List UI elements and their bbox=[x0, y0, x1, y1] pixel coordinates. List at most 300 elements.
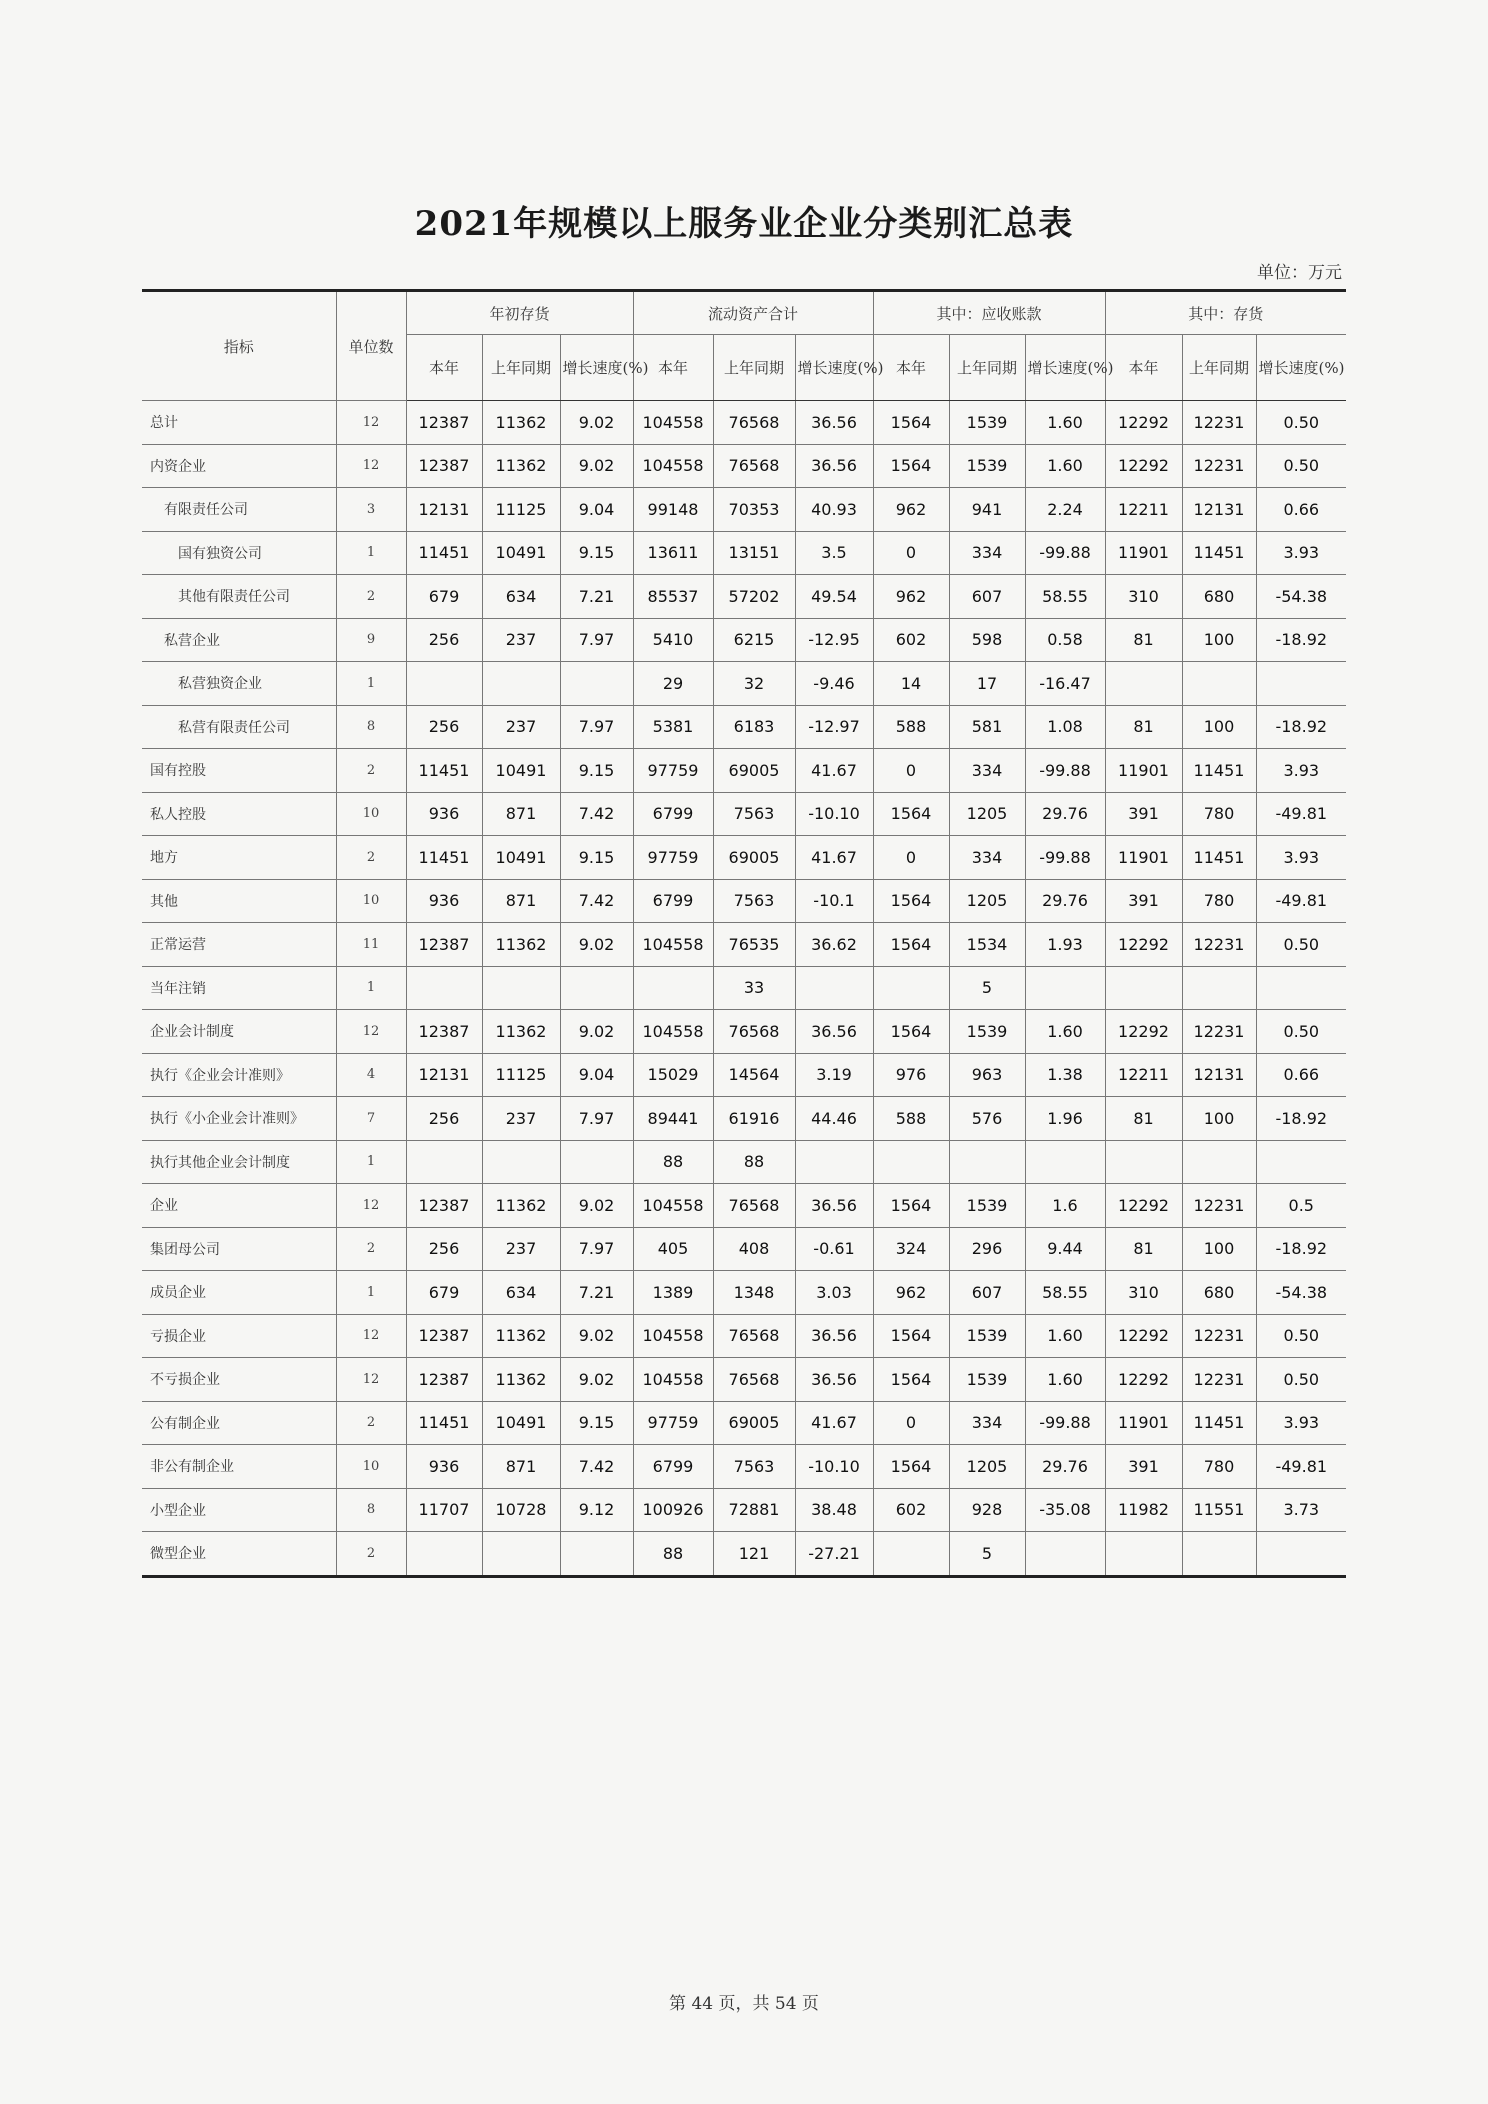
row-unit-count: 10 bbox=[336, 792, 406, 836]
row-value-cell bbox=[1105, 662, 1182, 706]
row-value-cell: 256 bbox=[406, 705, 482, 749]
row-value-cell: 29.76 bbox=[1025, 879, 1105, 923]
header-last-year: 上年同期 bbox=[713, 335, 795, 401]
row-value-cell: 12231 bbox=[1182, 1010, 1256, 1054]
row-value-cell: 7563 bbox=[713, 1445, 795, 1489]
row-value-cell: 12292 bbox=[1105, 1010, 1182, 1054]
row-unit-count: 10 bbox=[336, 879, 406, 923]
row-value-cell: -49.81 bbox=[1256, 792, 1346, 836]
row-value-cell: 12387 bbox=[406, 444, 482, 488]
row-value-cell: 49.54 bbox=[795, 575, 873, 619]
row-value-cell: 1539 bbox=[949, 1314, 1025, 1358]
row-value-cell: 104558 bbox=[633, 923, 713, 967]
row-indicator: 成员企业 bbox=[142, 1271, 336, 1315]
row-value-cell: 0.5 bbox=[1256, 1184, 1346, 1228]
row-value-cell: -99.88 bbox=[1025, 1401, 1105, 1445]
row-value-cell: -10.1 bbox=[795, 879, 873, 923]
row-value-cell: 324 bbox=[873, 1227, 949, 1271]
row-value-cell: -9.46 bbox=[795, 662, 873, 706]
row-value-cell: 58.55 bbox=[1025, 1271, 1105, 1315]
row-value-cell: 237 bbox=[482, 1227, 560, 1271]
row-value-cell: 5 bbox=[949, 1532, 1025, 1577]
row-value-cell: 334 bbox=[949, 531, 1025, 575]
row-value-cell: 36.56 bbox=[795, 1184, 873, 1228]
row-unit-count: 2 bbox=[336, 749, 406, 793]
row-value-cell: 11901 bbox=[1105, 749, 1182, 793]
row-value-cell: 81 bbox=[1105, 1097, 1182, 1141]
row-value-cell: 334 bbox=[949, 749, 1025, 793]
row-value-cell: 11451 bbox=[1182, 749, 1256, 793]
row-value-cell: 581 bbox=[949, 705, 1025, 749]
row-value-cell: 9.12 bbox=[560, 1488, 633, 1532]
row-value-cell: 38.48 bbox=[795, 1488, 873, 1532]
row-value-cell: 88 bbox=[633, 1532, 713, 1577]
row-value-cell: 29 bbox=[633, 662, 713, 706]
row-unit-count: 2 bbox=[336, 1401, 406, 1445]
table-row bbox=[142, 836, 1346, 880]
row-value-cell: 11362 bbox=[482, 1314, 560, 1358]
row-value-cell: 7.42 bbox=[560, 879, 633, 923]
header-growth: 增长速度(%) bbox=[1025, 335, 1105, 401]
row-value-cell: 1.08 bbox=[1025, 705, 1105, 749]
row-value-cell: 76568 bbox=[713, 1010, 795, 1054]
row-value-cell: 3.73 bbox=[1256, 1488, 1346, 1532]
row-value-cell: 76568 bbox=[713, 1314, 795, 1358]
row-value-cell: 1348 bbox=[713, 1271, 795, 1315]
row-indicator: 小型企业 bbox=[142, 1488, 336, 1532]
row-value-cell: 680 bbox=[1182, 1271, 1256, 1315]
header-this-year: 本年 bbox=[873, 335, 949, 401]
row-value-cell: 12387 bbox=[406, 1314, 482, 1358]
row-value-cell: 9.02 bbox=[560, 1314, 633, 1358]
row-value-cell: 9.04 bbox=[560, 488, 633, 532]
row-value-cell: 104558 bbox=[633, 401, 713, 445]
row-value-cell: 7.21 bbox=[560, 1271, 633, 1315]
row-value-cell: 1.60 bbox=[1025, 1314, 1105, 1358]
row-unit-count: 11 bbox=[336, 923, 406, 967]
row-value-cell bbox=[873, 1140, 949, 1184]
row-value-cell: 1.60 bbox=[1025, 1358, 1105, 1402]
row-value-cell: 61916 bbox=[713, 1097, 795, 1141]
row-value-cell: 89441 bbox=[633, 1097, 713, 1141]
row-value-cell bbox=[560, 1140, 633, 1184]
row-indicator: 微型企业 bbox=[142, 1532, 336, 1577]
row-value-cell: 0 bbox=[873, 531, 949, 575]
row-value-cell: 70353 bbox=[713, 488, 795, 532]
row-value-cell: 12387 bbox=[406, 923, 482, 967]
row-value-cell bbox=[406, 1140, 482, 1184]
row-value-cell: 3.93 bbox=[1256, 1401, 1346, 1445]
row-value-cell bbox=[482, 1532, 560, 1577]
row-value-cell bbox=[482, 1140, 560, 1184]
row-indicator: 正常运营 bbox=[142, 923, 336, 967]
row-value-cell: 0.50 bbox=[1256, 1358, 1346, 1402]
table-row bbox=[142, 575, 1346, 619]
table-row bbox=[142, 1401, 1346, 1445]
row-value-cell: 6799 bbox=[633, 879, 713, 923]
row-value-cell: 0.58 bbox=[1025, 618, 1105, 662]
row-value-cell: 69005 bbox=[713, 836, 795, 880]
row-value-cell: 10491 bbox=[482, 531, 560, 575]
row-value-cell: 11451 bbox=[1182, 531, 1256, 575]
row-indicator: 其他有限责任公司 bbox=[142, 575, 336, 619]
header-row-groups bbox=[142, 291, 1346, 335]
row-value-cell: 928 bbox=[949, 1488, 1025, 1532]
table-row bbox=[142, 1271, 1346, 1315]
row-value-cell: 9.02 bbox=[560, 923, 633, 967]
header-this-year: 本年 bbox=[406, 335, 482, 401]
row-value-cell: 6799 bbox=[633, 1445, 713, 1489]
row-value-cell bbox=[1025, 1532, 1105, 1577]
row-value-cell: -10.10 bbox=[795, 1445, 873, 1489]
row-value-cell: 29.76 bbox=[1025, 1445, 1105, 1489]
row-value-cell: 237 bbox=[482, 705, 560, 749]
row-value-cell: 69005 bbox=[713, 749, 795, 793]
row-value-cell: 0 bbox=[873, 1401, 949, 1445]
row-value-cell: 1564 bbox=[873, 792, 949, 836]
row-indicator: 亏损企业 bbox=[142, 1314, 336, 1358]
row-value-cell: 1564 bbox=[873, 1010, 949, 1054]
row-unit-count: 7 bbox=[336, 1097, 406, 1141]
row-indicator: 地方 bbox=[142, 836, 336, 880]
row-indicator: 其他 bbox=[142, 879, 336, 923]
row-unit-count: 1 bbox=[336, 1140, 406, 1184]
row-value-cell: 598 bbox=[949, 618, 1025, 662]
table-row bbox=[142, 1314, 1346, 1358]
row-value-cell bbox=[1105, 1532, 1182, 1577]
row-value-cell: 2.24 bbox=[1025, 488, 1105, 532]
row-value-cell: 12131 bbox=[406, 488, 482, 532]
row-value-cell bbox=[560, 662, 633, 706]
row-value-cell: 12231 bbox=[1182, 923, 1256, 967]
row-value-cell: 1.93 bbox=[1025, 923, 1105, 967]
row-value-cell: 7.97 bbox=[560, 1097, 633, 1141]
row-value-cell: 100 bbox=[1182, 1097, 1256, 1141]
row-unit-count: 12 bbox=[336, 1314, 406, 1358]
header-group-current-assets: 流动资产合计 bbox=[633, 291, 873, 335]
row-value-cell: 41.67 bbox=[795, 836, 873, 880]
row-value-cell: 7.42 bbox=[560, 792, 633, 836]
row-value-cell: 5410 bbox=[633, 618, 713, 662]
row-value-cell: 7.42 bbox=[560, 1445, 633, 1489]
row-unit-count: 12 bbox=[336, 444, 406, 488]
row-value-cell: 76568 bbox=[713, 1358, 795, 1402]
row-value-cell: 33 bbox=[713, 966, 795, 1010]
row-value-cell bbox=[560, 966, 633, 1010]
row-unit-count: 8 bbox=[336, 1488, 406, 1532]
row-value-cell: 602 bbox=[873, 618, 949, 662]
row-value-cell: 296 bbox=[949, 1227, 1025, 1271]
row-value-cell: 0.50 bbox=[1256, 444, 1346, 488]
row-indicator: 执行《小企业会计准则》 bbox=[142, 1097, 336, 1141]
row-value-cell: 0.50 bbox=[1256, 1010, 1346, 1054]
row-value-cell: 602 bbox=[873, 1488, 949, 1532]
row-value-cell: 41.67 bbox=[795, 1401, 873, 1445]
table-row bbox=[142, 618, 1346, 662]
row-value-cell: 680 bbox=[1182, 575, 1256, 619]
row-value-cell: -18.92 bbox=[1256, 1097, 1346, 1141]
row-value-cell: 871 bbox=[482, 879, 560, 923]
row-value-cell: 12387 bbox=[406, 1010, 482, 1054]
row-value-cell: 9.02 bbox=[560, 1010, 633, 1054]
row-value-cell: 100 bbox=[1182, 705, 1256, 749]
row-value-cell: -35.08 bbox=[1025, 1488, 1105, 1532]
table-row bbox=[142, 531, 1346, 575]
row-value-cell: 0.50 bbox=[1256, 401, 1346, 445]
row-value-cell: 7563 bbox=[713, 792, 795, 836]
row-value-cell: 11362 bbox=[482, 923, 560, 967]
row-value-cell: 11982 bbox=[1105, 1488, 1182, 1532]
row-unit-count: 12 bbox=[336, 1010, 406, 1054]
row-value-cell: 1564 bbox=[873, 923, 949, 967]
row-indicator: 企业会计制度 bbox=[142, 1010, 336, 1054]
row-value-cell: 13151 bbox=[713, 531, 795, 575]
row-value-cell: 1564 bbox=[873, 1184, 949, 1228]
row-value-cell bbox=[406, 966, 482, 1010]
row-value-cell bbox=[873, 1532, 949, 1577]
row-value-cell: 11451 bbox=[406, 836, 482, 880]
row-indicator: 当年注销 bbox=[142, 966, 336, 1010]
row-value-cell: 11362 bbox=[482, 1184, 560, 1228]
row-value-cell: 871 bbox=[482, 792, 560, 836]
row-value-cell: 1564 bbox=[873, 444, 949, 488]
row-value-cell: 780 bbox=[1182, 1445, 1256, 1489]
row-value-cell: 1.96 bbox=[1025, 1097, 1105, 1141]
row-value-cell: 962 bbox=[873, 488, 949, 532]
row-value-cell: 12231 bbox=[1182, 401, 1256, 445]
row-value-cell: 237 bbox=[482, 618, 560, 662]
row-value-cell: 3.93 bbox=[1256, 531, 1346, 575]
row-value-cell: 3.93 bbox=[1256, 836, 1346, 880]
row-value-cell: 634 bbox=[482, 1271, 560, 1315]
row-value-cell: 36.62 bbox=[795, 923, 873, 967]
row-value-cell: 6799 bbox=[633, 792, 713, 836]
row-value-cell: 12292 bbox=[1105, 444, 1182, 488]
row-value-cell: 12131 bbox=[1182, 488, 1256, 532]
row-value-cell: 11362 bbox=[482, 1010, 560, 1054]
row-value-cell: 100926 bbox=[633, 1488, 713, 1532]
row-indicator: 私营企业 bbox=[142, 618, 336, 662]
row-value-cell: 36.56 bbox=[795, 1010, 873, 1054]
row-indicator: 私营有限责任公司 bbox=[142, 705, 336, 749]
row-value-cell: 7.97 bbox=[560, 618, 633, 662]
row-indicator: 执行其他企业会计制度 bbox=[142, 1140, 336, 1184]
row-value-cell: 679 bbox=[406, 1271, 482, 1315]
row-value-cell: 12292 bbox=[1105, 1184, 1182, 1228]
table-row bbox=[142, 444, 1346, 488]
row-value-cell: 12231 bbox=[1182, 444, 1256, 488]
row-value-cell bbox=[482, 662, 560, 706]
row-value-cell: 7.97 bbox=[560, 1227, 633, 1271]
row-value-cell: 12231 bbox=[1182, 1314, 1256, 1358]
row-value-cell bbox=[1105, 1140, 1182, 1184]
row-value-cell: 3.03 bbox=[795, 1271, 873, 1315]
row-unit-count: 10 bbox=[336, 1445, 406, 1489]
row-value-cell: -27.21 bbox=[795, 1532, 873, 1577]
row-value-cell: 256 bbox=[406, 1097, 482, 1141]
row-value-cell: 12292 bbox=[1105, 401, 1182, 445]
row-value-cell: 72881 bbox=[713, 1488, 795, 1532]
row-value-cell: 76568 bbox=[713, 1184, 795, 1228]
row-unit-count: 12 bbox=[336, 1358, 406, 1402]
row-value-cell: 76568 bbox=[713, 401, 795, 445]
row-value-cell: 9.02 bbox=[560, 1358, 633, 1402]
row-value-cell: 10728 bbox=[482, 1488, 560, 1532]
row-value-cell: 0.50 bbox=[1256, 1314, 1346, 1358]
row-unit-count: 9 bbox=[336, 618, 406, 662]
row-value-cell bbox=[1256, 662, 1346, 706]
row-value-cell: 99148 bbox=[633, 488, 713, 532]
row-value-cell: 0.66 bbox=[1256, 1053, 1346, 1097]
row-value-cell: 1.60 bbox=[1025, 1010, 1105, 1054]
row-value-cell: 9.44 bbox=[1025, 1227, 1105, 1271]
row-value-cell: -10.10 bbox=[795, 792, 873, 836]
table-row bbox=[142, 1227, 1346, 1271]
row-value-cell: 41.67 bbox=[795, 749, 873, 793]
row-unit-count: 12 bbox=[336, 1184, 406, 1228]
row-value-cell: 1539 bbox=[949, 1184, 1025, 1228]
row-value-cell: 12131 bbox=[1182, 1053, 1256, 1097]
header-group-receivables: 其中：应收账款 bbox=[873, 291, 1105, 335]
header-growth: 增长速度(%) bbox=[560, 335, 633, 401]
row-value-cell: 12387 bbox=[406, 1358, 482, 1402]
row-value-cell: 5381 bbox=[633, 705, 713, 749]
table-row bbox=[142, 1184, 1346, 1228]
row-value-cell: 1.60 bbox=[1025, 401, 1105, 445]
row-value-cell: 97759 bbox=[633, 1401, 713, 1445]
row-indicator: 集团母公司 bbox=[142, 1227, 336, 1271]
table-row bbox=[142, 401, 1346, 445]
row-value-cell: 11451 bbox=[406, 749, 482, 793]
row-value-cell: 14564 bbox=[713, 1053, 795, 1097]
row-value-cell: 1539 bbox=[949, 401, 1025, 445]
row-value-cell: 11451 bbox=[406, 531, 482, 575]
row-value-cell: 5 bbox=[949, 966, 1025, 1010]
row-value-cell: 58.55 bbox=[1025, 575, 1105, 619]
row-value-cell: 40.93 bbox=[795, 488, 873, 532]
row-value-cell: 15029 bbox=[633, 1053, 713, 1097]
row-indicator: 国有独资公司 bbox=[142, 531, 336, 575]
header-this-year: 本年 bbox=[633, 335, 713, 401]
row-value-cell: 871 bbox=[482, 1445, 560, 1489]
row-value-cell bbox=[1256, 966, 1346, 1010]
row-value-cell: 963 bbox=[949, 1053, 1025, 1097]
row-value-cell: 104558 bbox=[633, 1314, 713, 1358]
row-value-cell: 12292 bbox=[1105, 1358, 1182, 1402]
row-value-cell: 32 bbox=[713, 662, 795, 706]
row-value-cell: 256 bbox=[406, 1227, 482, 1271]
row-value-cell: 0 bbox=[873, 836, 949, 880]
row-value-cell: -12.95 bbox=[795, 618, 873, 662]
row-value-cell: 1539 bbox=[949, 444, 1025, 488]
row-value-cell: 76568 bbox=[713, 444, 795, 488]
row-value-cell: 11451 bbox=[406, 1401, 482, 1445]
row-value-cell: 1205 bbox=[949, 879, 1025, 923]
row-value-cell bbox=[795, 1140, 873, 1184]
row-value-cell: 11901 bbox=[1105, 531, 1182, 575]
row-value-cell: 36.56 bbox=[795, 444, 873, 488]
row-value-cell: 0.66 bbox=[1256, 488, 1346, 532]
row-value-cell bbox=[1182, 966, 1256, 1010]
row-value-cell: 57202 bbox=[713, 575, 795, 619]
table-row bbox=[142, 1358, 1346, 1402]
row-value-cell: 11451 bbox=[1182, 836, 1256, 880]
row-value-cell: 104558 bbox=[633, 1010, 713, 1054]
row-value-cell: 36.56 bbox=[795, 1314, 873, 1358]
row-value-cell: 9.15 bbox=[560, 749, 633, 793]
row-indicator: 有限责任公司 bbox=[142, 488, 336, 532]
row-value-cell: -18.92 bbox=[1256, 1227, 1346, 1271]
row-value-cell: 256 bbox=[406, 618, 482, 662]
row-value-cell: 936 bbox=[406, 1445, 482, 1489]
row-value-cell: 100 bbox=[1182, 1227, 1256, 1271]
header-indicator: 指标 bbox=[142, 291, 336, 401]
row-value-cell: 576 bbox=[949, 1097, 1025, 1141]
row-value-cell: 11362 bbox=[482, 1358, 560, 1402]
row-value-cell: 121 bbox=[713, 1532, 795, 1577]
row-value-cell: 12387 bbox=[406, 401, 482, 445]
row-value-cell: 1564 bbox=[873, 879, 949, 923]
row-value-cell: 9.15 bbox=[560, 1401, 633, 1445]
row-value-cell: 104558 bbox=[633, 1184, 713, 1228]
row-value-cell: 1564 bbox=[873, 1358, 949, 1402]
row-value-cell: 1539 bbox=[949, 1010, 1025, 1054]
row-value-cell: 29.76 bbox=[1025, 792, 1105, 836]
row-value-cell bbox=[795, 966, 873, 1010]
row-value-cell: 10491 bbox=[482, 836, 560, 880]
row-value-cell: 1534 bbox=[949, 923, 1025, 967]
row-indicator: 国有控股 bbox=[142, 749, 336, 793]
row-value-cell: 11362 bbox=[482, 444, 560, 488]
row-unit-count: 2 bbox=[336, 1532, 406, 1577]
row-value-cell: -49.81 bbox=[1256, 879, 1346, 923]
header-group-inventory: 其中：存货 bbox=[1105, 291, 1346, 335]
row-value-cell: 9.04 bbox=[560, 1053, 633, 1097]
row-value-cell: 391 bbox=[1105, 1445, 1182, 1489]
table-row bbox=[142, 1140, 1346, 1184]
row-value-cell: -0.61 bbox=[795, 1227, 873, 1271]
row-value-cell: 780 bbox=[1182, 879, 1256, 923]
row-value-cell: 44.46 bbox=[795, 1097, 873, 1141]
row-value-cell: 12231 bbox=[1182, 1184, 1256, 1228]
row-value-cell: 13611 bbox=[633, 531, 713, 575]
row-value-cell: 1564 bbox=[873, 1445, 949, 1489]
row-indicator: 私营独资企业 bbox=[142, 662, 336, 706]
row-value-cell: -49.81 bbox=[1256, 1445, 1346, 1489]
header-this-year: 本年 bbox=[1105, 335, 1182, 401]
row-value-cell: -99.88 bbox=[1025, 749, 1105, 793]
row-value-cell: 607 bbox=[949, 575, 1025, 619]
row-value-cell: 3.5 bbox=[795, 531, 873, 575]
row-value-cell: 1.6 bbox=[1025, 1184, 1105, 1228]
row-value-cell: 1.60 bbox=[1025, 444, 1105, 488]
table-row bbox=[142, 1532, 1346, 1577]
header-last-year: 上年同期 bbox=[1182, 335, 1256, 401]
row-value-cell: 9.02 bbox=[560, 444, 633, 488]
row-value-cell: -18.92 bbox=[1256, 705, 1346, 749]
row-value-cell: -12.97 bbox=[795, 705, 873, 749]
row-unit-count: 12 bbox=[336, 401, 406, 445]
row-value-cell bbox=[406, 1532, 482, 1577]
table-row bbox=[142, 1445, 1346, 1489]
row-value-cell: 97759 bbox=[633, 836, 713, 880]
row-value-cell bbox=[482, 966, 560, 1010]
row-value-cell: 0 bbox=[873, 749, 949, 793]
row-value-cell bbox=[1256, 1532, 1346, 1577]
header-growth: 增长速度(%) bbox=[795, 335, 873, 401]
row-unit-count: 2 bbox=[336, 575, 406, 619]
table-row bbox=[142, 923, 1346, 967]
